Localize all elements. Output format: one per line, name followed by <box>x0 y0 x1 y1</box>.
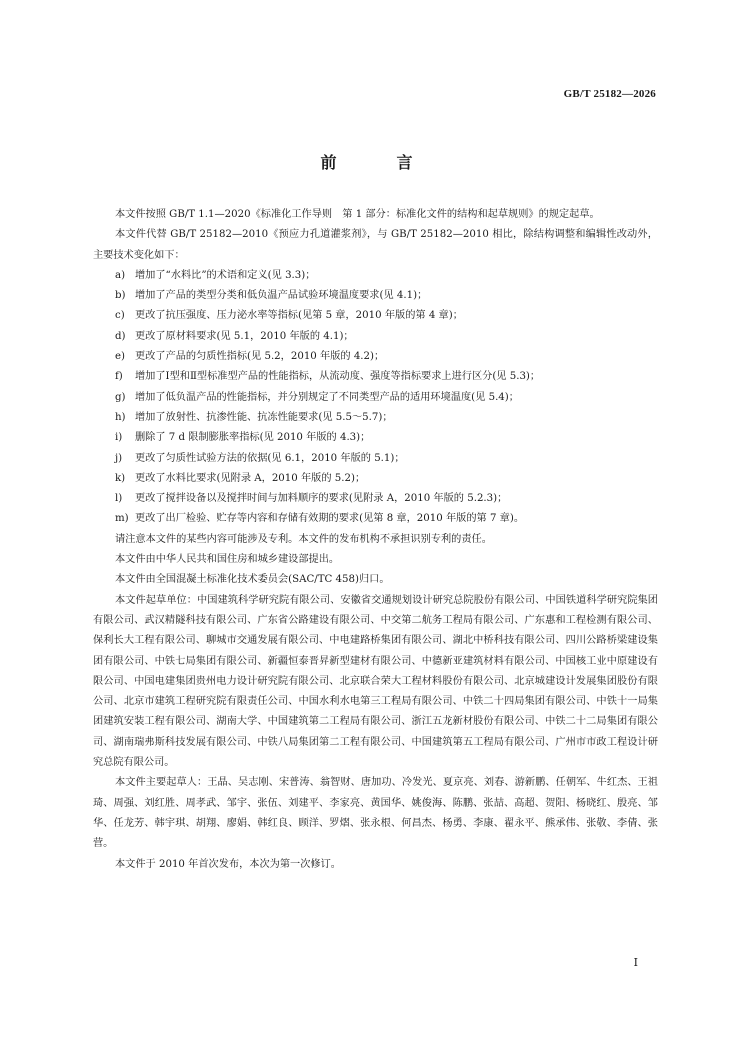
list-marker: m) <box>115 513 129 525</box>
list-item-text: 增加了“水料比”的术语和定义(见 3.3)； <box>135 269 316 281</box>
list-item-text: 更改了出厂检验、贮存等内容和存储有效期的要求(见第 8 章，2010 年版的第 7 章)。 <box>135 513 525 525</box>
paragraph-replacement: 本文件代替 GB/T 25182—2010《预应力孔道灌浆剂》，与 GB/T 25182—2010 相比，除结构调整和编辑性改动外，主要技术变化如下： <box>93 229 658 261</box>
list-item-text: 增加了放射性、抗渗性能、抗冻性能要求(见 5.5～5.7)； <box>135 411 393 423</box>
list-item <box>93 489 658 509</box>
list-item-text: 删除了 7 d 限制膨胀率指标(见 2010 年版的 4.3)； <box>135 432 371 444</box>
list-item-text: 更改了匀质性试验方法的依据(见 6.1，2010 年版的 5.1)； <box>135 452 405 464</box>
foreword-body <box>93 205 658 875</box>
list-item <box>93 388 658 408</box>
list-item-text: 更改了水料比要求(见附录 A，2010 年版的 5.2)； <box>135 472 366 484</box>
list-marker: j) <box>115 452 123 464</box>
list-item <box>93 327 658 347</box>
list-item <box>93 286 658 306</box>
paragraph-drafting-units: 本文件起草单位：中国建筑科学研究院有限公司、安徽省交通规划设计研究总院股份有限公司、中国铁道科学研究院集团有限公司、武汉精隧科技有限公司、广东省公路建设有限公司、中交第二航务工程局有限公司、广东惠和工程检测有限公司、保利长大工程有限公司、聊城市交通发展有限公司、中电建路桥集团有限公司、湖北中桥科技有限公司、四川公路桥梁建设集团有限公司、中铁七局集团有限公司、新疆恒泰晋昇新型建材有限公司、中德新亚建筑材料有限公司、中国核工业中原建设有限公司、中国电建集团贵州电力设计研究院有限公司、北京联合荣大工程材料股份有限公司、北京城建设计发展集团股份有限公司、北京市建筑工程研究院有限责任公司、中国水利水电第三工程局有限公司、中铁二十四局集团有限公司、中铁十一局集团建筑安装工程有限公司、湖南大学、中国建筑第二工程局有限公司、浙江五龙新材股份有限公司、中铁二十二局集团有限公司、湖南瑞弗斯科技发展有限公司、中铁八局集团第二工程有限公司、中国建筑第五工程局有限公司、广州市市政工程设计研究总院有限公司。 <box>93 594 658 769</box>
list-item-text: 更改了搅拌设备以及搅拌时间与加料顺序的要求(见附录 A，2010 年版的 5.2.3)； <box>135 493 508 505</box>
list-marker: h) <box>115 411 126 423</box>
list-item <box>93 367 658 387</box>
paragraph-committee: 本文件由全国混凝土标准化技术委员会(SAC/TC 458)归口。 <box>115 574 390 586</box>
list-marker: d) <box>115 330 126 342</box>
list-item-text: 更改了抗压强度、压力泌水率等指标(见第 5 章，2010 年版的第 4 章)； <box>135 310 463 322</box>
paragraph-drafters: 本文件主要起草人：王晶、吴志刚、宋普涛、翁智财、唐加功、冷发光、夏京亮、刘春、游新鹏、任朝军、牛红杰、王祖琦、周强、刘红胜、周孝武、邹宇、张伍、刘建平、李家亮、黄国华、姚俊海、陈鹏、张喆、高超、贺阳、杨晓红、殷亮、邹华、任龙芳、韩宇琪、胡翔、廖娟、韩红良、顾洋、罗熠、张永根、何昌杰、杨勇、李康、翟永平、熊承伟、张敬、李倩、张营。 <box>93 777 658 850</box>
list-item <box>93 509 658 529</box>
list-item-text: 增加了低负温产品的性能指标，并分别规定了不同类型产品的适用环境温度(见 5.4)； <box>135 391 519 403</box>
list-item <box>93 449 658 469</box>
list-marker: b) <box>115 290 126 302</box>
standard-number: GB/T 25182—2026 <box>563 88 656 100</box>
list-item <box>93 306 658 326</box>
paragraph-drafting-rules: 本文件按照 GB/T 1.1—2020《标准化工作导则 第 1 部分：标准化文件的结构和起草规则》的规定起草。 <box>115 209 600 220</box>
list-marker: l) <box>115 493 123 505</box>
page-title: 前 言 <box>320 153 435 172</box>
list-marker: f) <box>115 371 123 383</box>
list-item <box>93 266 658 286</box>
list-marker: a) <box>115 269 126 281</box>
list-marker: i) <box>115 432 123 444</box>
list-marker: k) <box>115 472 126 484</box>
list-item-text: 增加了Ⅰ型和Ⅱ型标准型产品的性能指标，从流动度、强度等指标要求上进行区分(见 5.3)； <box>135 371 541 383</box>
list-marker: g) <box>115 391 126 403</box>
list-marker: c) <box>115 310 125 322</box>
list-item <box>93 408 658 428</box>
list-item-text: 增加了产品的类型分类和低负温产品试验环境温度要求(见 4.1)； <box>135 290 428 302</box>
list-item-text: 更改了原材料要求(见 5.1，2010 年版的 4.1)； <box>135 330 354 342</box>
list-item <box>93 469 658 489</box>
paragraph-patent-notice: 请注意本文件的某些内容可能涉及专利。本文件的发布机构不承担识别专利的责任。 <box>115 533 492 545</box>
paragraph-history: 本文件于 2010 年首次发布，本次为第一次修订。 <box>115 858 341 870</box>
list-item-text: 更改了产品的匀质性指标(见 5.2，2010 年版的 4.2)； <box>135 351 385 363</box>
list-item <box>93 428 658 448</box>
paragraph-proposer: 本文件由中华人民共和国住房和城乡建设部提出。 <box>115 554 340 566</box>
list-marker: e) <box>115 351 126 363</box>
list-item <box>93 347 658 367</box>
page-number: Ⅰ <box>633 957 638 969</box>
